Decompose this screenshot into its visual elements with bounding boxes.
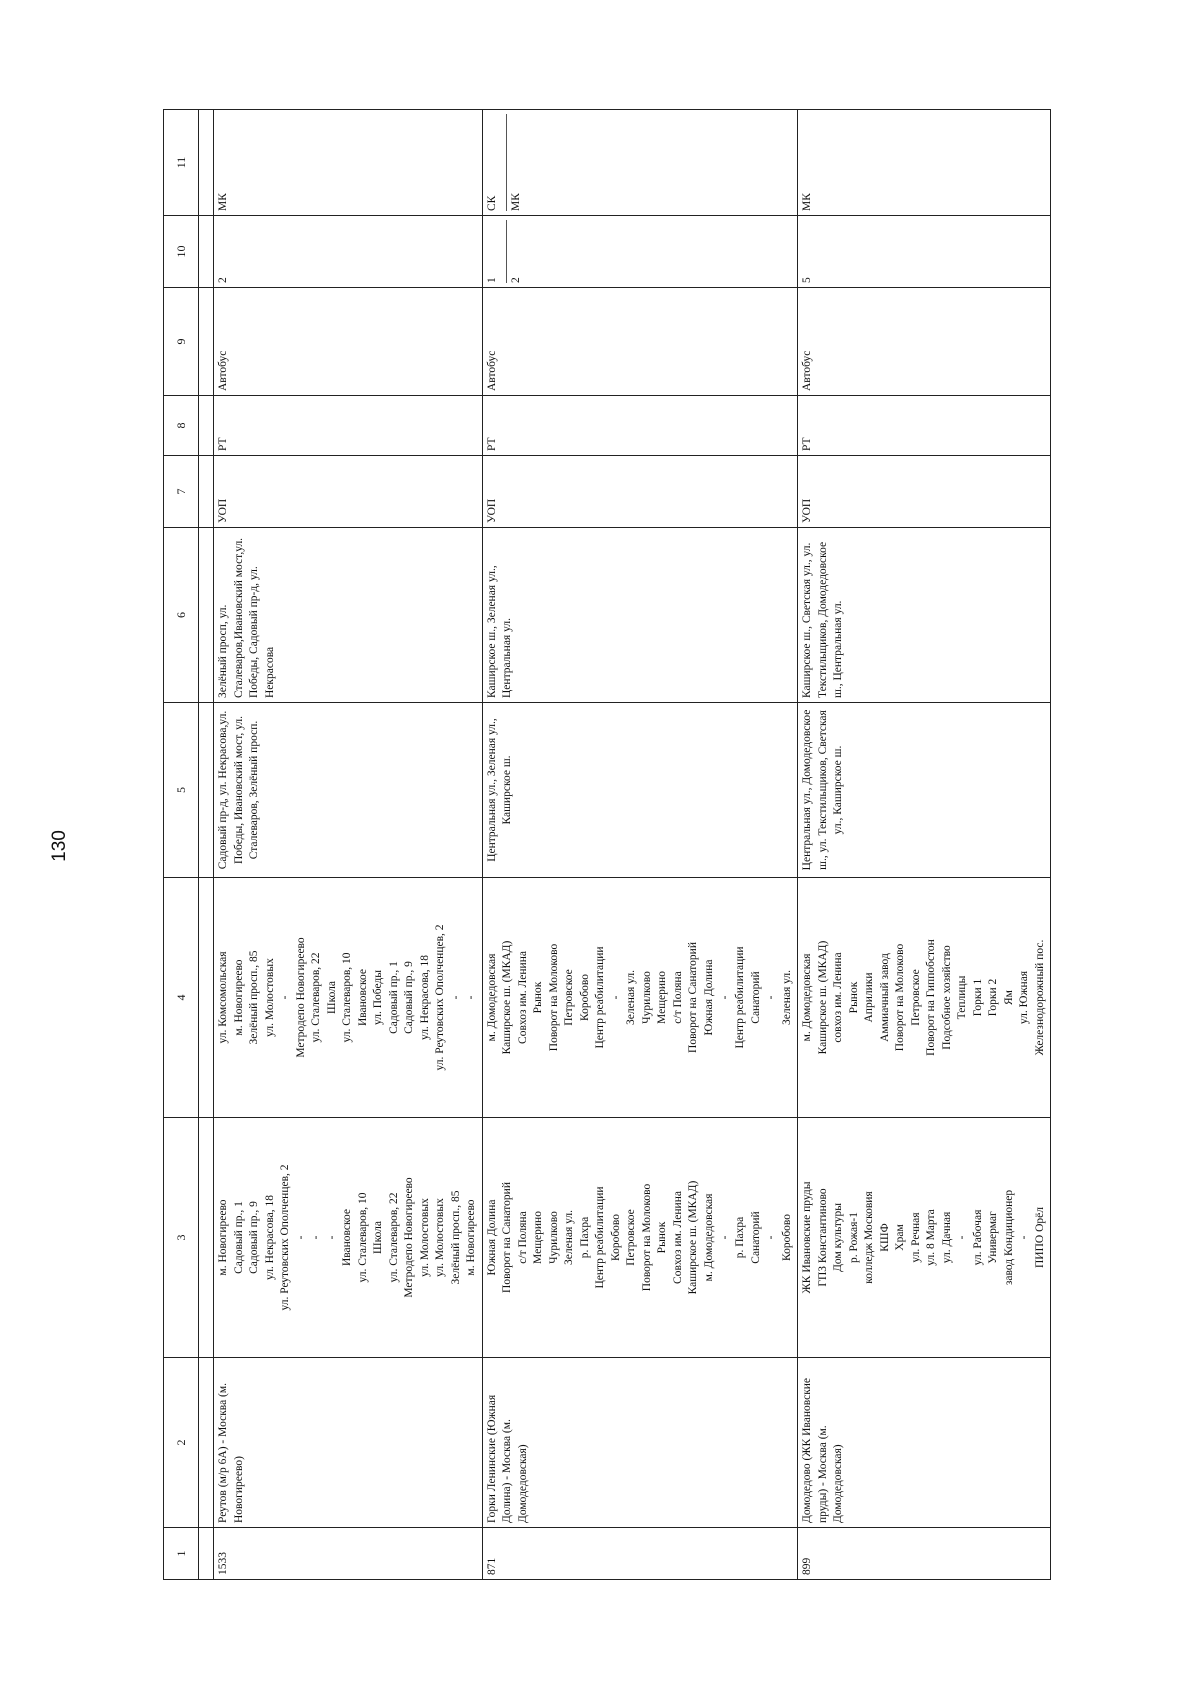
stop-forward: ул. 8 Марта [925, 1209, 938, 1266]
stop-backward: Горки 2 [987, 978, 1000, 1017]
header-col-4: 4 [164, 878, 199, 1118]
streets-backward: Каширское ш., Зеленая ул., Центральная ул. [485, 565, 514, 698]
stop-forward: ул. Рабочая [971, 1209, 984, 1266]
stop-backward: ул. Молостовых [263, 958, 276, 1037]
stop-backward: - [765, 995, 778, 1000]
vehicle-type-cell [482, 288, 797, 396]
stop-backward: Поворот на Санаторий [687, 942, 700, 1053]
stop-backward: с/т Поляна [671, 971, 684, 1024]
stop-backward: Санаторий [749, 971, 762, 1024]
stop-backward: ул. Победы [372, 969, 385, 1026]
vehicle-count: 1 [485, 277, 498, 283]
stop-forward: Чурилково [547, 1211, 560, 1264]
streets-forward: Центральная ул., Зеленая ул., Каширское ш. [485, 718, 514, 862]
stop-backward: Зелёный просп., 85 [248, 950, 261, 1045]
stop-forward: Коробово [609, 1213, 622, 1262]
stop-backward: Южная Долина [702, 959, 715, 1036]
vehicle-type-cell [214, 288, 483, 396]
stop-backward: - [279, 995, 292, 1000]
stop-forward: ул. Сталеваров, 22 [387, 1192, 400, 1283]
route-number-cell [214, 1528, 483, 1580]
stop-backward: Центр реабилитации [594, 946, 607, 1049]
fare-type: РТ [217, 437, 229, 451]
stop-backward: Рынок [532, 981, 545, 1014]
routes-table-wrapper [163, 110, 1123, 1580]
stop-forward: ПИПО Орёл [1033, 1207, 1046, 1268]
vehicle-type: Автобус [217, 350, 229, 391]
stop-forward: м. Новогиреево [217, 1199, 229, 1276]
stop-backward: Мещерино [656, 971, 669, 1024]
stop-backward: Каширское ш. (МКАД) [816, 940, 829, 1055]
stop-forward: Школа [372, 1220, 385, 1255]
fare-type-cell [214, 396, 483, 456]
stop-forward: Зеленая ул. [563, 1210, 576, 1265]
streets-backward-cell [214, 528, 483, 703]
stops-backward-cell [798, 878, 1051, 1118]
header-col-6: 6 [164, 528, 199, 703]
stop-forward: ул. Молостовых [434, 1198, 447, 1277]
stop-forward: ул. Дачная [940, 1211, 953, 1264]
route-type-cell [214, 456, 483, 528]
stop-forward: Метродепо Новогиреево [403, 1177, 416, 1298]
route-name-cell [214, 1358, 483, 1528]
page-number: 130 [49, 830, 70, 862]
route-name: Домодедово (ЖК Ивановские пруды) - Москва (м. Домодедовская) [801, 1377, 845, 1523]
route-name: Горки Ленинские (Южная Долина) - Москва (м. Домодедовская) [485, 1394, 529, 1523]
route-name: Реутов (м/р 6А) - Москва (м. Новогиреево) [217, 1382, 245, 1523]
vehicle-count: 5 [801, 277, 814, 283]
stop-backward: Горки 1 [971, 978, 984, 1017]
stop-backward: Чурилково [640, 971, 653, 1024]
stop-forward: р. Рожая-1 [847, 1212, 860, 1263]
stop-forward: колледж Московия [863, 1191, 876, 1284]
vehicle-class-cell [482, 110, 797, 216]
vehicle-count-cell [798, 216, 1051, 288]
fare-type: РТ [801, 437, 814, 451]
stops-forward-cell [214, 1118, 483, 1358]
route-number: 871 [485, 1557, 498, 1575]
stop-backward: Каширское ш. (МКАД) [501, 940, 514, 1055]
header-spacer-row [199, 110, 214, 1580]
stop-forward: Поворот на Молоково [640, 1183, 653, 1292]
streets-forward-cell [214, 703, 483, 878]
stop-forward: - [325, 1235, 338, 1240]
stop-forward: р. Пахра [734, 1216, 747, 1259]
stop-forward: - [765, 1235, 778, 1240]
stop-backward: Ивановское [356, 968, 369, 1027]
stop-forward: - [310, 1235, 323, 1240]
vehicle-class: СК [485, 195, 498, 211]
streets-backward: Зелёный просп, ул. Сталеваров,Ивановский мост,ул. Победы, Садовый пр-д, ул. Некрасова [217, 537, 276, 698]
streets-backward: Каширское ш., Светская ул., ул. Текстильщиков, Домодедовское ш., Центральная ул. [801, 541, 845, 698]
vehicle-class-cell [798, 110, 1051, 216]
stop-backward: - [465, 995, 478, 1000]
stop-forward: м. Новогиреево [465, 1199, 478, 1276]
stop-backward: Коробово [578, 973, 591, 1022]
stops-forward-cell [482, 1118, 797, 1358]
stop-forward: Садовый пр., 1 [232, 1201, 245, 1274]
stops-forward-cell [798, 1118, 1051, 1358]
stop-forward: Петровское [625, 1209, 638, 1266]
stop-backward: Поворот на Молоково [547, 943, 560, 1052]
route-row [798, 110, 1051, 1580]
header-col-1: 1 [164, 1528, 199, 1580]
stop-forward: Каширское ш. (МКАД) [687, 1180, 700, 1295]
stop-forward: Центр реабилитации [594, 1186, 607, 1289]
vehicle-count: 2 [506, 220, 525, 283]
stop-forward: - [956, 1235, 969, 1240]
stop-backward: ул. Комсомольская [217, 951, 229, 1044]
route-number: 899 [801, 1557, 814, 1575]
stop-forward: - [294, 1235, 307, 1240]
stop-backward: Зеленая ул. [780, 970, 793, 1025]
vehicle-type: Автобус [485, 350, 498, 391]
route-type-cell [798, 456, 1051, 528]
stop-forward: Рынок [656, 1221, 669, 1254]
streets-forward: Центральная ул., Домодедовское ш., ул. Текстильщиков, Светская ул., Каширское ш. [801, 709, 845, 871]
stop-backward: Петровское [563, 969, 576, 1026]
stop-backward: совхоз им. Ленина [832, 952, 845, 1043]
stop-forward: Мещерино [532, 1211, 545, 1264]
stop-backward: Ям [1002, 990, 1015, 1005]
stop-backward: Поворот на Молоково [894, 943, 907, 1052]
stop-backward: ул. Сталеваров, 10 [341, 952, 354, 1043]
streets-forward-cell [798, 703, 1051, 878]
stop-backward: Теплицы [956, 975, 969, 1020]
stop-backward: Петровское [909, 969, 922, 1026]
vehicle-class-cell [214, 110, 483, 216]
stop-forward: - [1018, 1235, 1031, 1240]
stop-forward: Поворот на Санаторий [501, 1182, 514, 1293]
stop-backward: Железнодорожный пос. [1033, 939, 1046, 1056]
stop-backward: ул. Реутовских Ополченцев, 2 [434, 924, 447, 1071]
stop-forward: Ивановское [341, 1208, 354, 1267]
routes-table [163, 109, 1051, 1580]
stop-backward: Центр реабилитации [734, 946, 747, 1049]
stop-forward: Санаторий [749, 1211, 762, 1264]
stop-backward: Аммиачный завод [878, 953, 891, 1042]
vehicle-class: МК [217, 193, 229, 211]
stop-forward: ЖК Ивановские пруды [801, 1181, 814, 1294]
streets-backward-cell [798, 528, 1051, 703]
vehicle-count: 2 [217, 277, 229, 283]
stop-forward: - [718, 1235, 731, 1240]
stop-forward: м. Домодедовская [702, 1193, 715, 1282]
route-name-cell [798, 1358, 1051, 1528]
stop-forward: ул. Речная [909, 1212, 922, 1263]
stop-backward: Подсобное хозяйство [940, 945, 953, 1050]
stop-backward: м. Домодедовская [801, 953, 814, 1042]
header-col-3: 3 [164, 1118, 199, 1358]
stop-backward: Совхоз им. Ленина [516, 951, 529, 1044]
streets-backward-cell [482, 528, 797, 703]
rotated-table [163, 110, 1123, 1580]
header-col-11: 11 [164, 110, 199, 216]
stop-backward: - [718, 995, 731, 1000]
stop-backward: Метродепо Новогиреево [294, 937, 307, 1058]
stop-forward: Совхоз им. Ленина [671, 1191, 684, 1284]
route-type: УОП [485, 498, 498, 523]
stop-forward: ул. Реутовских Ополченцев, 2 [279, 1164, 292, 1311]
stop-forward: Дом культуры [832, 1203, 845, 1272]
vehicle-type: Автобус [801, 350, 814, 391]
stop-backward: м. Новогиреево [232, 959, 245, 1036]
header-col-7: 7 [164, 456, 199, 528]
header-col-10: 10 [164, 216, 199, 288]
route-number: 1533 [217, 1552, 229, 1575]
route-number-cell [798, 1528, 1051, 1580]
stops-backward-cell [214, 878, 483, 1118]
stop-backward: Зеленая ул. [625, 970, 638, 1025]
stop-backward: ул. Южная [1018, 970, 1031, 1025]
stops-backward-cell [482, 878, 797, 1118]
header-col-8: 8 [164, 396, 199, 456]
stop-forward: ул. Сталеваров, 10 [356, 1192, 369, 1283]
vehicle-count-cell [214, 216, 483, 288]
stop-forward: Южная Долина [485, 1199, 498, 1276]
stop-forward: с/т Поляна [516, 1211, 529, 1264]
stop-backward: м. Домодедовская [485, 953, 498, 1042]
stop-forward: КШФ [878, 1223, 891, 1252]
header-col-2: 2 [164, 1358, 199, 1528]
fare-type: РТ [485, 437, 498, 451]
stop-backward: - [449, 995, 462, 1000]
route-name-cell [482, 1358, 797, 1528]
routes-body [214, 110, 1051, 1580]
stop-backward: Рынок [847, 981, 860, 1014]
stop-forward: Универмаг [987, 1211, 1000, 1264]
header-col-5: 5 [164, 703, 199, 878]
stop-backward: Садовый пр., 1 [387, 961, 400, 1034]
vehicle-type-cell [798, 288, 1051, 396]
header-row [164, 110, 199, 1580]
vehicle-count-cell [482, 216, 797, 288]
route-type: УОП [801, 498, 814, 523]
route-row [214, 110, 483, 1580]
stop-forward: р. Пахра [578, 1216, 591, 1259]
stop-backward: - [609, 995, 622, 1000]
route-type-cell [482, 456, 797, 528]
streets-forward: Садовый пр-д, ул. Некрасова,ул. Победы, Ивановский мост, ул. Сталеваров, Зелёный просп. [217, 710, 261, 870]
stop-forward: завод Кондиционер [1002, 1189, 1015, 1286]
vehicle-class: МК [801, 193, 814, 211]
route-type: УОП [217, 498, 229, 523]
stop-backward: ул. Сталеваров, 22 [310, 952, 323, 1043]
stop-backward: Садовый пр., 9 [403, 961, 416, 1034]
stop-backward: ул. Некрасова, 18 [418, 954, 431, 1041]
stop-forward: Зелёный просп., 85 [449, 1190, 462, 1285]
route-number-cell [482, 1528, 797, 1580]
stop-forward: ул. Молостовых [418, 1198, 431, 1277]
stop-forward: Коробово [780, 1213, 793, 1262]
stop-forward: Садовый пр., 9 [248, 1201, 261, 1274]
stop-backward: Априлики [863, 972, 876, 1023]
stop-forward: ул. Некрасова, 18 [263, 1194, 276, 1281]
stop-backward: Школа [325, 980, 338, 1015]
stop-forward: Храм [894, 1224, 907, 1251]
stop-forward: ГПЗ Константиново [816, 1188, 829, 1287]
header-col-9: 9 [164, 288, 199, 396]
route-row [482, 110, 797, 1580]
stop-backward: Поворот на Гиппобстон [925, 939, 938, 1056]
vehicle-class: МК [506, 114, 525, 211]
fare-type-cell [798, 396, 1051, 456]
streets-forward-cell [482, 703, 797, 878]
fare-type-cell [482, 396, 797, 456]
